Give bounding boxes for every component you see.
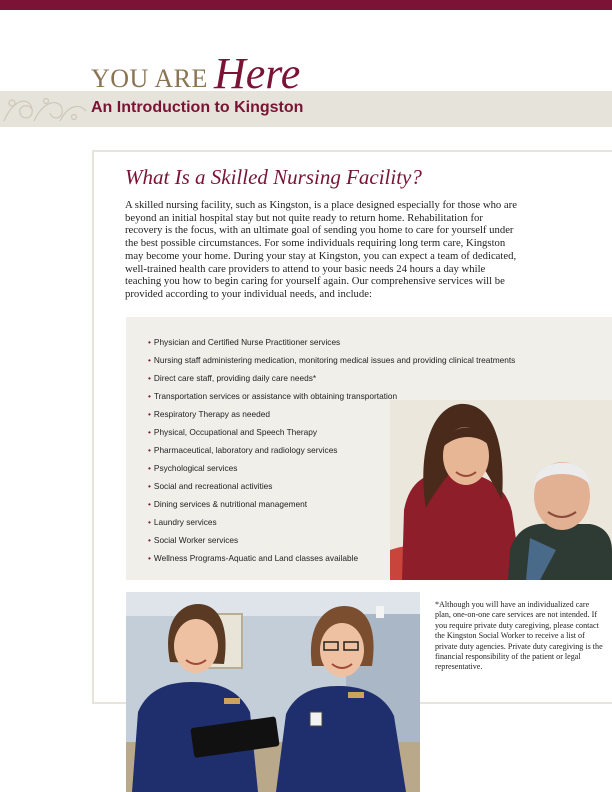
title-prefix: YOU ARE [91, 64, 208, 93]
list-item-text: Physical, Occupational and Speech Therapy [153, 427, 318, 437]
list-item [148, 549, 515, 567]
list-item [148, 495, 515, 513]
list-item [148, 333, 515, 351]
bullet: • [148, 499, 151, 509]
bullet: • [148, 445, 151, 455]
list-item [148, 351, 515, 369]
bullet: • [148, 463, 151, 473]
list-item-text: Physician and Certified Nurse Practitioner services [153, 337, 341, 347]
list-item-text: Direct care staff, providing daily care needs* [153, 373, 317, 383]
bullet: • [148, 427, 151, 437]
list-item-text: Psychological services [153, 463, 238, 473]
page-subtitle: An Introduction to Kingston [91, 99, 304, 116]
footnote: *Although you will have an individualized care plan, one-on-one care services are not intended. If you require private duty caregiving, please contact the Kingston Social Worker to receive a list of private duty agencies. Private duty caregiving is the financial responsibility of the patient or legal representative. [435, 600, 603, 672]
bullet: • [148, 373, 151, 383]
bullet: • [148, 337, 151, 347]
bullet: • [148, 535, 151, 545]
bullet: • [148, 481, 151, 491]
bullet: • [148, 517, 151, 527]
list-item-text: Laundry services [153, 517, 217, 527]
bullet: • [148, 553, 151, 563]
list-item-text: Respiratory Therapy as needed [153, 409, 270, 419]
title-emphasis: Here [214, 49, 301, 98]
list-item [148, 531, 515, 549]
services-list [148, 333, 515, 567]
intro-paragraph: A skilled nursing facility, such as Kingston, is a place designed especially for those who are beyond an initial hospital stay but not quite ready to return home. Rehabilitation for recovery is the focus, with an ultimate goal of sending you home to care for yourself under the best possible circumstances. For some individuals requiring long term care, Kingston may become your home. During your stay at Kingston, you can expect a team of dedicated, well-trained health care providers to attend to your basic needs 24 hours a day while teaching you how to begin caring for yourself again. Our comprehensive services will be provided according to your individual needs, and include: [125, 199, 517, 300]
list-item [148, 387, 515, 405]
list-item-text: Social and recreational activities [153, 481, 273, 491]
list-item [148, 513, 515, 531]
list-item [148, 423, 515, 441]
bullet: • [148, 391, 151, 401]
nurses-photo [126, 592, 420, 792]
list-item-text: Nursing staff administering medication, monitoring medical issues and providing clinical treatments [153, 355, 516, 365]
list-item [148, 405, 515, 423]
bullet: • [148, 409, 151, 419]
list-item [148, 459, 515, 477]
list-item-text: Pharmaceutical, laboratory and radiology services [153, 445, 338, 455]
list-item-text: Dining services & nutritional management [153, 499, 308, 509]
section-heading: What Is a Skilled Nursing Facility? [125, 165, 422, 189]
decorative-swirl-icon [0, 91, 90, 127]
list-item-text: Social Worker services [153, 535, 239, 545]
list-item [148, 477, 515, 495]
top-color-bar [0, 0, 612, 10]
list-item-text: Transportation services or assistance with obtaining transportation [153, 391, 398, 401]
list-item [148, 369, 515, 387]
bullet: • [148, 355, 151, 365]
list-item-text: Wellness Programs-Aquatic and Land classes available [153, 553, 359, 563]
list-item [148, 441, 515, 459]
